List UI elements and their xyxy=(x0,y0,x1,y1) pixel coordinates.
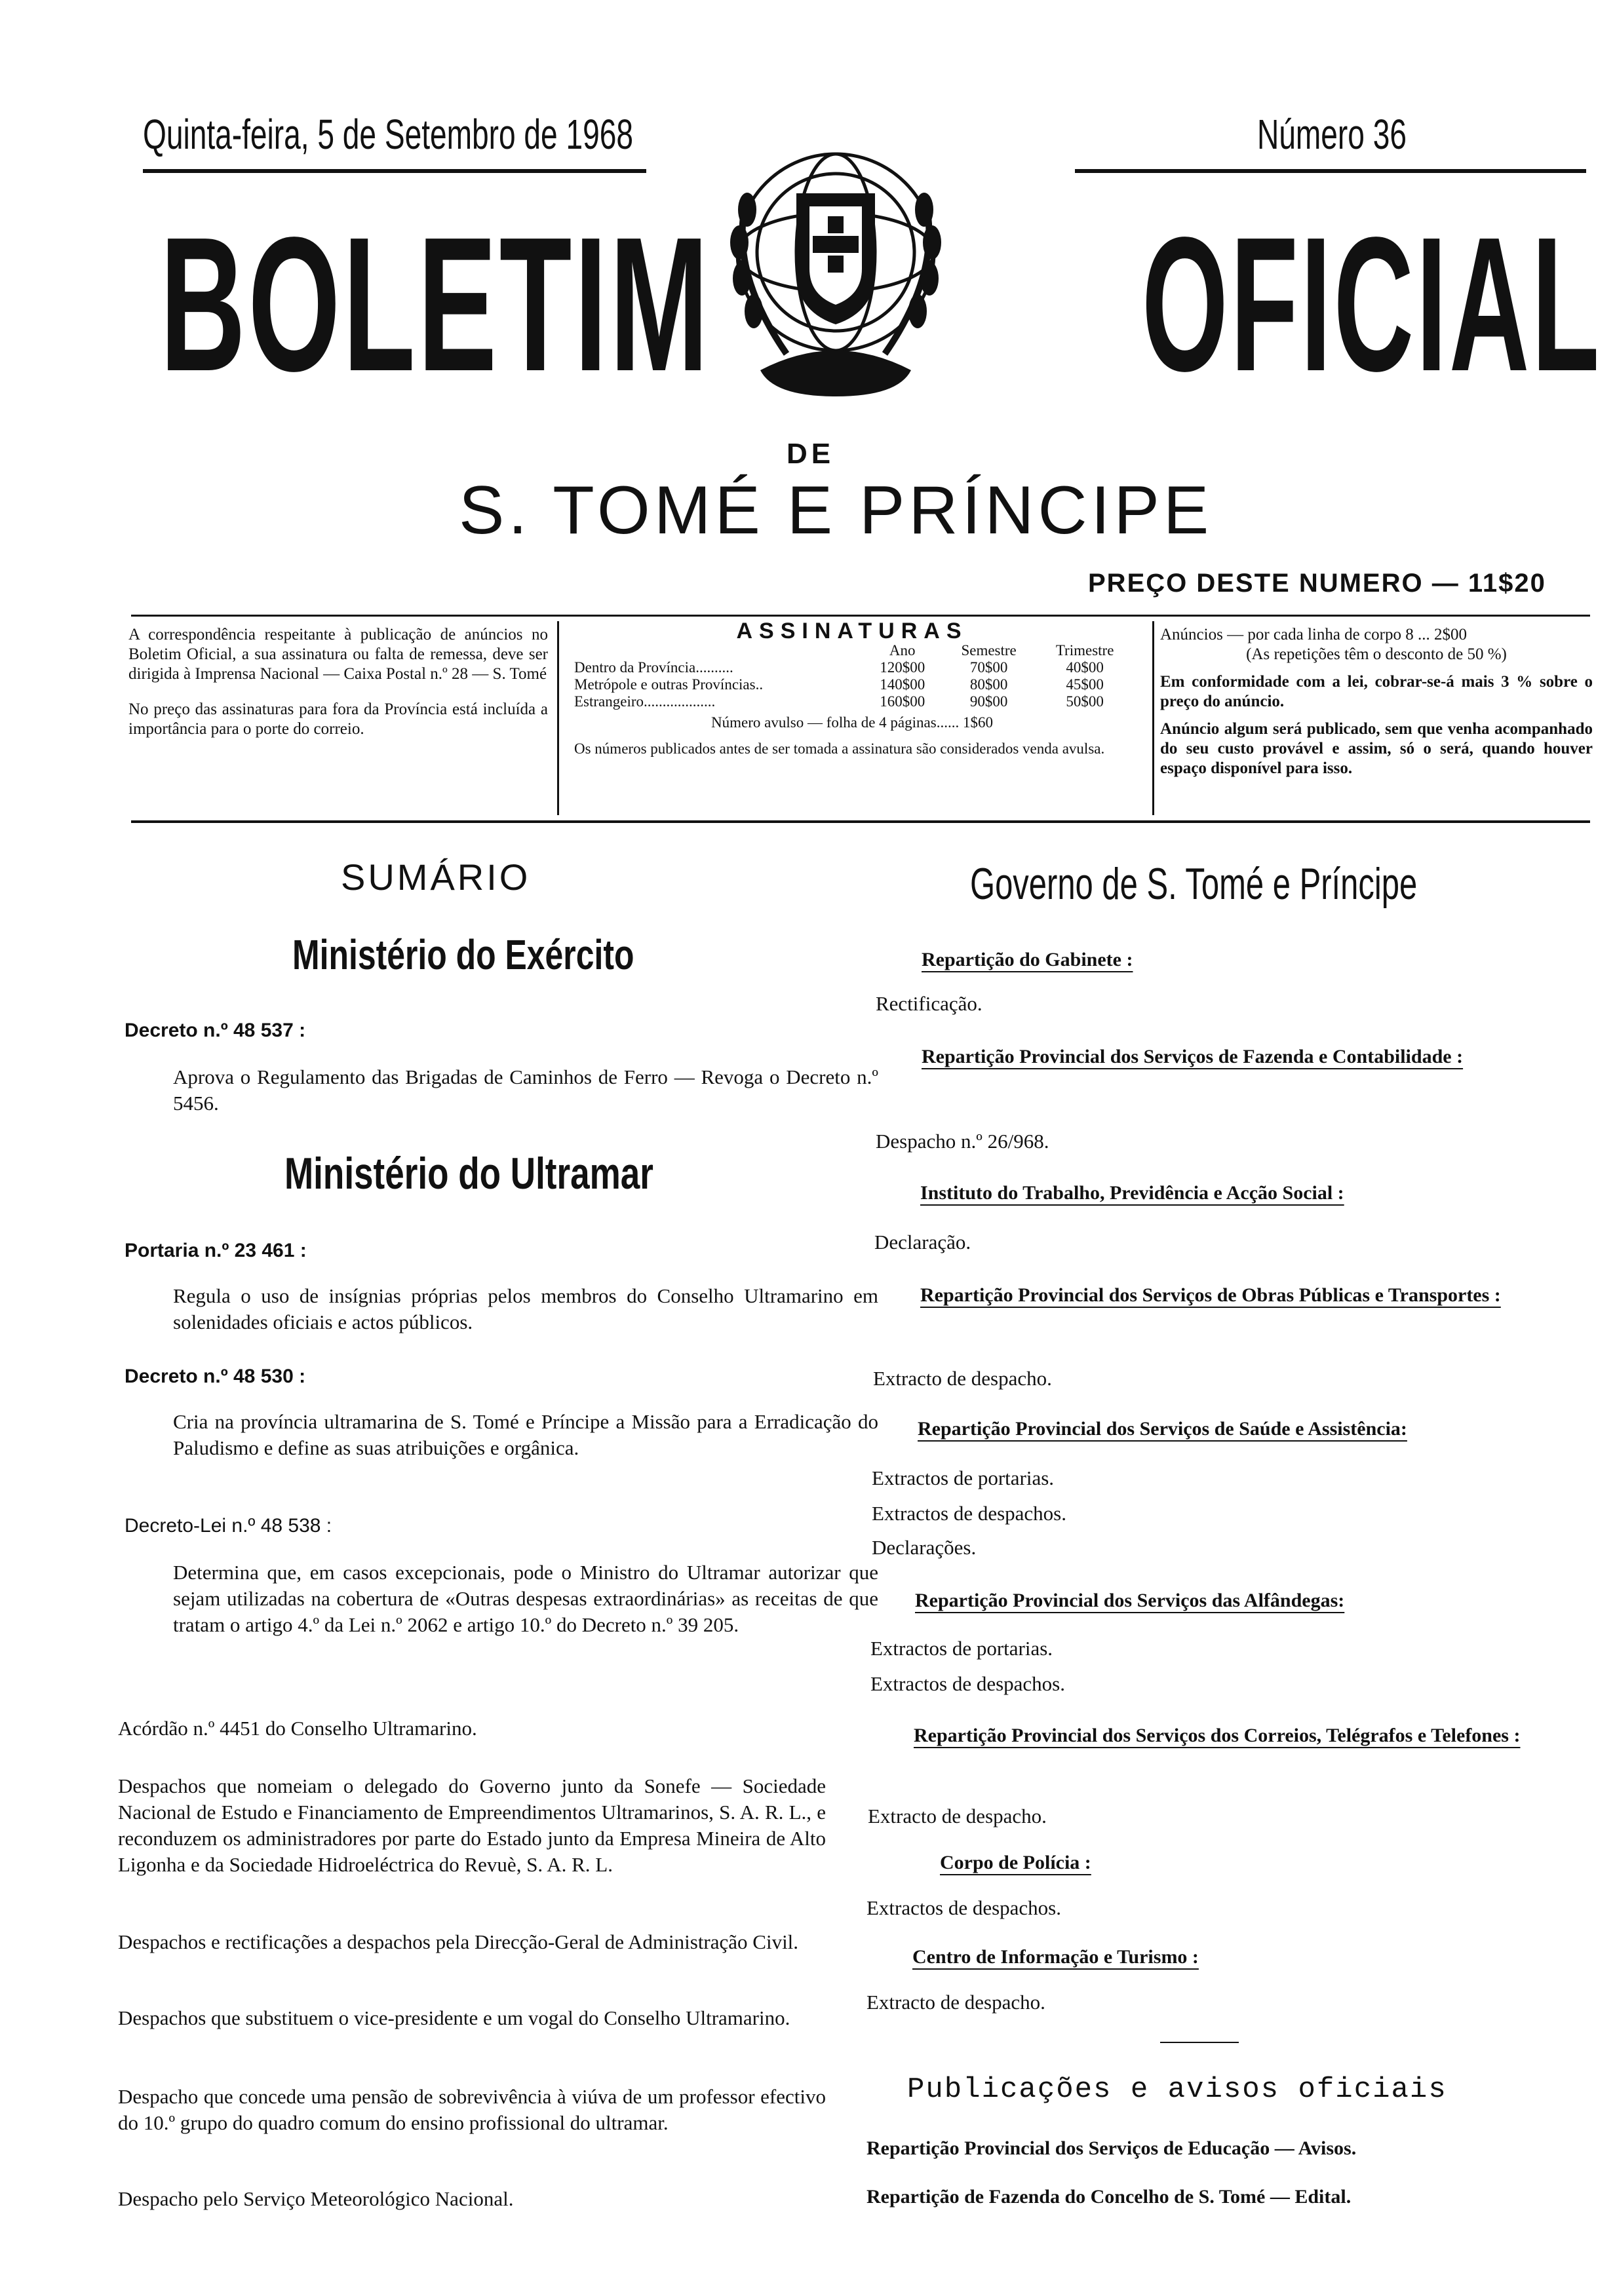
info-box-top-rule xyxy=(131,615,1590,617)
ministry-army-heading: Ministério do Exército xyxy=(292,931,634,978)
decree-law-summary: Determina que, em casos excepcionais, pode o Ministro do Ultramar autorizar que sejam utilizadas na cobertura de «Outras despesas extraordinárias» as receitas de que tratam o artigo 4.º da Lei n.º 2062 e artigo 10.º do Decreto n.º 39 205. xyxy=(173,1561,878,1636)
list-item: Extractos de despachos. xyxy=(872,1502,1066,1525)
department-heading: Repartição Provincial dos Serviços dos Correios, Telégrafos e Telefones : xyxy=(914,1725,1521,1746)
number-rule xyxy=(1075,169,1586,173)
list-item: Extractos de portarias. xyxy=(870,1637,1053,1660)
list-item: Extractos de despachos. xyxy=(866,1896,1061,1919)
subscriptions-table xyxy=(570,642,1134,757)
summary-heading: SUMÁRIO xyxy=(341,856,531,898)
title-oficial: OFICIAL xyxy=(1142,197,1602,411)
subscription-note: Os números publicados antes de ser tomada a assinatura são considerados venda avulsa. xyxy=(574,740,1105,757)
info-box-bottom-rule xyxy=(131,820,1590,823)
row-label: Dentro da Província.......... xyxy=(574,659,733,676)
list-item: Extractos de portarias. xyxy=(872,1466,1055,1489)
ad-repeat-discount: (As repetições têm o desconto de 50 %) xyxy=(1246,645,1507,663)
section-divider xyxy=(1160,2042,1239,2043)
list-item: Despacho n.º 26/968. xyxy=(876,1130,1049,1153)
issue-price: PREÇO DESTE NUMERO — 11$20 xyxy=(1088,569,1546,598)
department-heading: Repartição Provincial dos Serviços de Obras Públicas e Transportes : xyxy=(920,1284,1501,1306)
postage-text: No preço das assinaturas para fora da Província está incluída a importância para o porte do correio. xyxy=(128,700,548,738)
table-row xyxy=(570,693,1134,710)
row-label: Estrangeiro................... xyxy=(574,693,716,710)
portaria-summary: Regula o uso de insígnias próprias pelos membros do Conselho Ultramarino em solenidades oficiais e actos públicos. xyxy=(173,1284,878,1333)
list-item: Extracto de despacho. xyxy=(866,1991,1045,2014)
row-label: Metrópole e outras Províncias.. xyxy=(574,676,764,693)
portaria-label: Portaria n.º 23 461 : xyxy=(125,1240,307,1261)
publications-heading: Publicações e avisos oficiais xyxy=(907,2073,1447,2106)
title-de: DE xyxy=(787,438,835,470)
cell-trimestre: 50$00 xyxy=(1066,693,1104,710)
list-item: Despachos que nomeiam o delegado do Governo junto da Sonefe — Sociedade Nacional de Estudo e Financiamento de Empreendimentos Ultramarinos, S. A. R. L., e reconduzem os administradores por parte do Estado junto da Empresa Mineira de Alto Ligonha e da Sociedade Hidroeléctrica do Revuè, S. A. R. L. xyxy=(118,1774,826,1876)
table-row xyxy=(570,659,1134,676)
table-row xyxy=(570,731,1134,757)
decree-label: Decreto n.º 48 530 : xyxy=(125,1366,306,1387)
list-item: Extracto de despacho. xyxy=(868,1805,1047,1827)
cell-semestre: 90$00 xyxy=(969,693,1008,710)
list-item: Extractos de despachos. xyxy=(870,1672,1065,1695)
cell-semestre: 80$00 xyxy=(969,676,1008,693)
department-heading: Repartição do Gabinete : xyxy=(922,949,1133,970)
territory-name: S. TOMÉ E PRÍNCIPE xyxy=(459,472,1213,548)
list-item: Rectificação. xyxy=(876,992,983,1015)
decree-label: Decreto n.º 48 537 : xyxy=(125,1020,306,1041)
table-row xyxy=(570,710,1134,731)
department-heading: Repartição Provincial dos Serviços de Saúde e Assistência: xyxy=(918,1418,1407,1440)
title-boletim: BOLETIM xyxy=(160,197,711,411)
publication-entry: Repartição Provincial dos Serviços de Educação — Avisos. xyxy=(866,2137,1357,2159)
decree-summary: Cria na província ultramarina de S. Tomé e Príncipe a Missão para a Erradicação do Paludismo e define as suas atribuições e orgânica. xyxy=(173,1410,878,1459)
dateline: Quinta-feira, 5 de Setembro de 1968 xyxy=(143,111,633,158)
cell-ano: 140$00 xyxy=(880,676,925,693)
list-item: Extracto de despacho. xyxy=(873,1367,1052,1390)
government-heading: Governo de S. Tomé e Príncipe xyxy=(970,859,1418,909)
cell-semestre: 70$00 xyxy=(969,659,1008,676)
correspondence-notice xyxy=(128,625,548,739)
department-heading: Instituto do Trabalho, Previdência e Acção Social : xyxy=(920,1182,1344,1204)
advertising-notice xyxy=(1160,625,1593,778)
publication-entry: Repartição de Fazenda do Concelho de S. Tomé — Edital. xyxy=(866,2186,1352,2208)
correspondence-text: A correspondência respeitante à publicação de anúncios no Boletim Oficial, a sua assinatura ou falta de remessa, deve ser dirigida à Imprensa Nacional — Caixa Postal n.º 28 — S. Tomé xyxy=(128,626,548,683)
list-item: Despacho que concede uma pensão de sobrevivência à viúva de um professor efectivo do 10.º grupo do quadro comum do ensino profissional do ultramar. xyxy=(118,2085,826,2134)
list-item: Declarações. xyxy=(872,1536,977,1559)
column-header: Semestre xyxy=(961,642,1017,659)
cell-trimestre: 40$00 xyxy=(1066,659,1104,676)
department-heading: Repartição Provincial dos Serviços de Fazenda e Contabilidade : xyxy=(922,1046,1464,1067)
list-item: Acórdão n.º 4451 do Conselho Ultramarino. xyxy=(118,1717,477,1740)
column-header: Trimestre xyxy=(1055,642,1114,659)
info-box-divider-right xyxy=(1152,621,1154,815)
single-copy-price: Número avulso — folha de 4 páginas...... 1$60 xyxy=(711,714,993,731)
table-row xyxy=(570,676,1134,693)
table-header-row xyxy=(570,642,1134,659)
list-item: Despachos e rectificações a despachos pela Direcção-Geral de Administração Civil. xyxy=(118,1930,799,1953)
cell-ano: 120$00 xyxy=(880,659,925,676)
cell-ano: 160$00 xyxy=(880,693,925,710)
coat-of-arms-icon xyxy=(708,118,963,419)
decree-summary: Aprova o Regulamento das Brigadas de Caminhos de Ferro — Revoga o Decreto n.º 5456. xyxy=(173,1065,878,1115)
ad-surcharge: Em conformidade com a lei, cobrar-se-á mais 3 % sobre o preço do anúncio. xyxy=(1160,673,1593,710)
decree-law-label: Decreto-Lei n.º 48 538 : xyxy=(125,1515,332,1537)
department-heading: Repartição Provincial dos Serviços das Alfândegas: xyxy=(915,1590,1345,1611)
department-heading: Corpo de Polícia : xyxy=(940,1852,1091,1873)
list-item: Declaração. xyxy=(874,1231,971,1253)
ad-condition: Anúncio algum será publicado, sem que venha acompanhado do seu custo provável e assim, só o será, quando houver espaço disponível para isso. xyxy=(1160,720,1593,777)
list-item: Despacho pelo Serviço Meteorológico Nacional. xyxy=(118,2187,514,2210)
dateline-rule xyxy=(143,169,646,173)
info-box-divider-left xyxy=(557,621,559,815)
ministry-overseas-heading: Ministério do Ultramar xyxy=(284,1149,653,1198)
ad-rate: Anúncios — por cada linha de corpo 8 ... 2$00 xyxy=(1160,626,1467,643)
list-item: Despachos que substituem o vice-presidente e um vogal do Conselho Ultramarino. xyxy=(118,2006,790,2029)
subscriptions-heading: ASSINATURAS xyxy=(736,619,968,643)
issue-number: Número 36 xyxy=(1257,111,1407,158)
department-heading: Centro de Informação e Turismo : xyxy=(912,1946,1199,1968)
column-header: Ano xyxy=(889,642,916,659)
cell-trimestre: 45$00 xyxy=(1066,676,1104,693)
